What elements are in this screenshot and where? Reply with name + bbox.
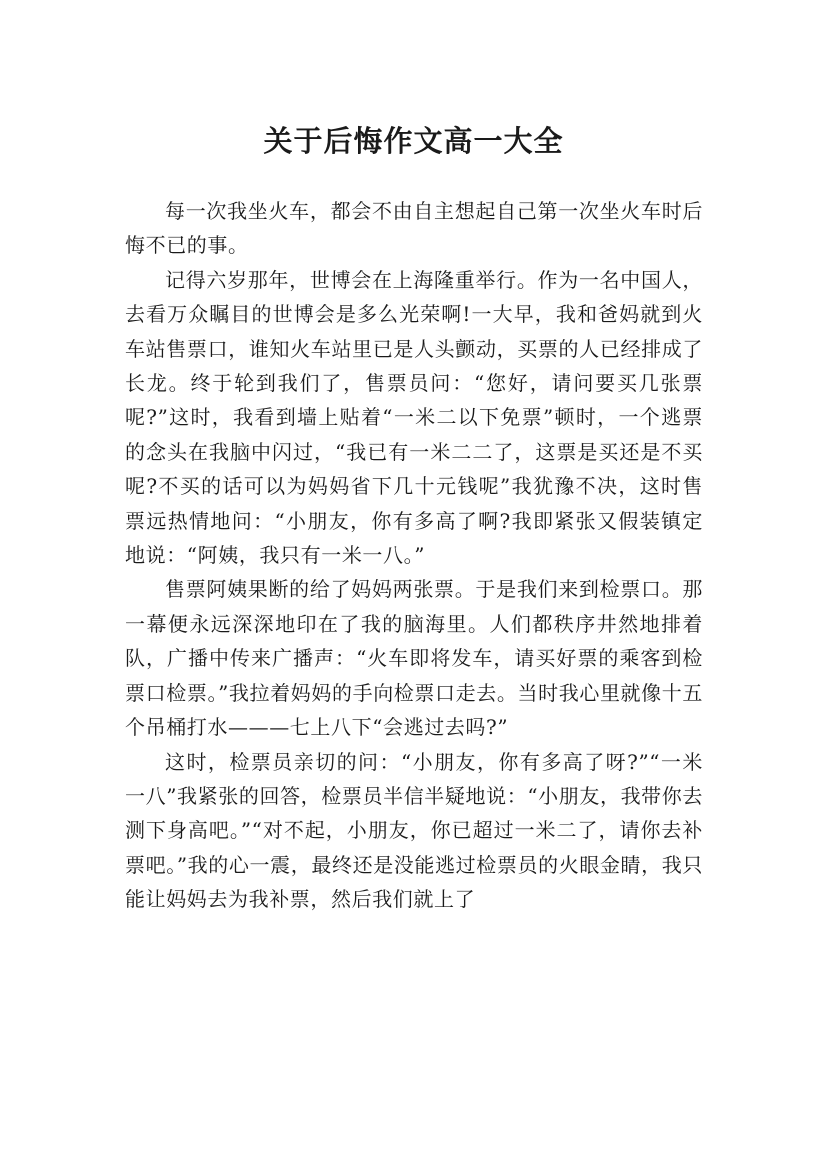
document-title: 关于后悔作文高一大全 (263, 124, 564, 159)
paragraph: 售票阿姨果断的给了妈妈两张票。于是我们来到检票口。那一幕便永远深深地印在了我的脑海里。人们都秩序井然地排着队，广播中传来广播声：“火车即将发车，请买好票的乘客到检票口检票。”我拉着妈妈的手向检票口走去。当时我心里就像十五个吊桶打水———七上八下“会逃过去吗?” (125, 577, 703, 740)
paragraph: 记得六岁那年，世博会在上海隆重举行。作为一名中国人，去看万众瞩目的世博会是多么光荣啊!一大早，我和爸妈就到火车站售票口，谁知火车站里已是人头颤动，买票的人已经排成了长龙。终于轮到我们了，售票员问：“您好，请问要买几张票呢?”这时，我看到墙上贴着“一米二以下免票”顿时，一个逃票的念头在我脑中闪过，“我已有一米二二了，这票是买还是不买呢?不买的话可以为妈妈省下几十元钱呢”我犹豫不决，这时售票远热情地问：“小朋友，你有多高了啊?我即紧张又假装镇定地说：“阿姨，我只有一米一八。” (125, 267, 703, 568)
document-body (125, 194, 703, 917)
paragraph: 每一次我坐火车，都会不由自主想起自己第一次坐火车时后悔不已的事。 (125, 199, 703, 258)
paragraph: 这时，检票员亲切的问：“小朋友，你有多高了呀?”“一米一八”我紧张的回答，检票员半信半疑地说：“小朋友，我带你去测下身高吧。”“对不起，小朋友，你已超过一米二了，请你去补票吧。”我的心一震，最终还是没能逃过检票员的火眼金睛，我只能让妈妈去为我补票，然后我们就上了 (125, 749, 703, 912)
